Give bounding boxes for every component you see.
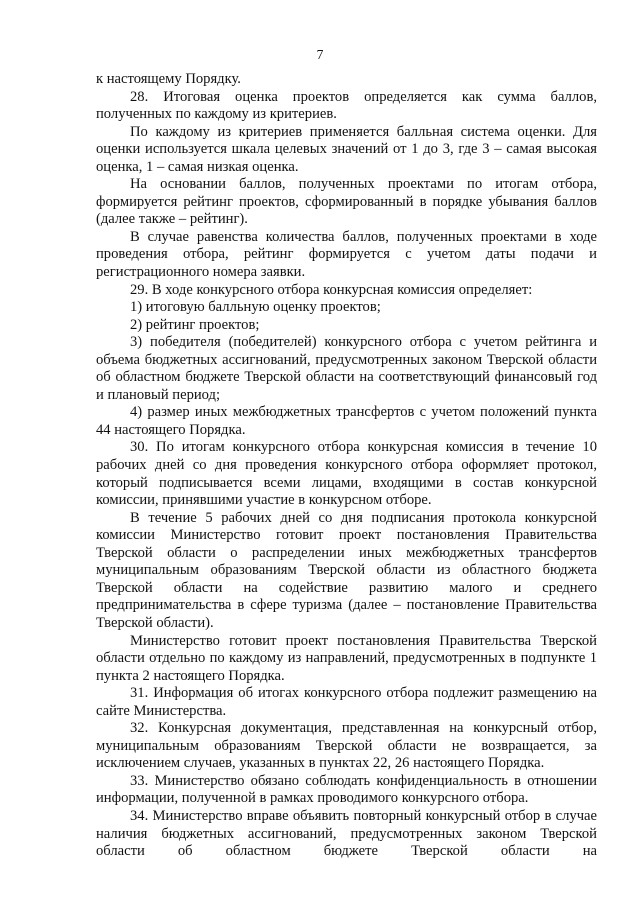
paragraph-item-34: 34. Министерство вправе объявить повторный конкурсный отбор в случае наличия бюджетных ассигнований, предусмотренных законом Тверской области об областном бюджете Тверской области на <box>96 807 597 860</box>
paragraph-subitem-2: 2) рейтинг проектов; <box>130 316 260 333</box>
paragraph-subitem-1: 1) итоговую балльную оценку проектов; <box>130 299 381 316</box>
paragraph-item-29: 29. В ходе конкурсного отбора конкурсная комиссия определяет: <box>130 281 533 298</box>
paragraph-item-28: 28. Итоговая оценка проектов определяется как сумма баллов, полученных по каждому из критериев. <box>96 88 597 123</box>
paragraph-item-32: 32. Конкурсная документация, представленная на конкурсный отбор, муниципальным образованиям Тверской области не возвращается, за исключением случаев, указанных в пунктах 22, 26 настоящего Порядка. <box>96 720 597 772</box>
paragraph-item-30: 30. По итогам конкурсного отбора конкурсная комиссия в течение 10 рабочих дней со дня проведения конкурсного отбора оформляет протокол, который подписывается всеми лицами, входящими в состав конкурсной комиссии, принявшими участие в конкурсном отборе. <box>96 439 597 509</box>
paragraph-subitem-3: 3) победителя (победителей) конкурсного отбора с учетом рейтинга и объема бюджетных ассигнований, предусмотренных законом Тверской области об областном бюджете Тверской области на соответствующий финансовый год и плановый период; <box>96 334 597 403</box>
paragraph-continuation: к настоящему Порядку. <box>96 71 241 87</box>
paragraph-item-31: 31. Информация об итогах конкурсного отбора подлежит размещению на сайте Министерства. <box>96 685 597 719</box>
paragraph-protocol-signing: В течение 5 рабочих дней со дня подписания протокола конкурсной комиссии Министерство готовит проект постановления Правительства Тверской области о распределении иных межбюджетных трансфертов муниципальным образованиям Тверской области из областного бюджета Тверской области на содействие развитию малого и среднего предпринимательства в сфере туризма (далее – постановление Правительства Тверской области). <box>96 509 597 631</box>
paragraph-item-33: 33. Министерство обязано соблюдать конфиденциальность в отношении информации, полученной в рамках проводимого конкурсного отбора. <box>96 772 597 807</box>
page-number: 7 <box>316 47 324 62</box>
paragraph-rating-formation: На основании баллов, полученных проектами по итогам отбора, формируется рейтинг проектов, сформированный в порядке убывания баллов (далее также – рейтинг). <box>96 176 597 228</box>
document-body <box>96 71 597 861</box>
paragraph-equal-scores: В случае равенства количества баллов, полученных проектами в ходе проведения отбора, рейтинг формируется с учетом даты подачи и регистрационного номера заявки. <box>96 228 597 281</box>
paragraph-subitem-4: 4) размер иных межбюджетных трансфертов с учетом положений пункта 44 настоящего Порядка. <box>96 404 597 438</box>
paragraph-scoring-scale: По каждому из критериев применяется балльная система оценки. Для оценки используется шкала целевых значений от 1 до 3, где 3 – самая высокая оценка, 1 – самая низкая оценка. <box>96 123 597 175</box>
paragraph-draft-resolution: Министерство готовит проект постановления Правительства Тверской области отдельно по каждому из направлений, предусмотренных в подпункте 1 пункта 2 настоящего Порядка. <box>96 632 597 684</box>
